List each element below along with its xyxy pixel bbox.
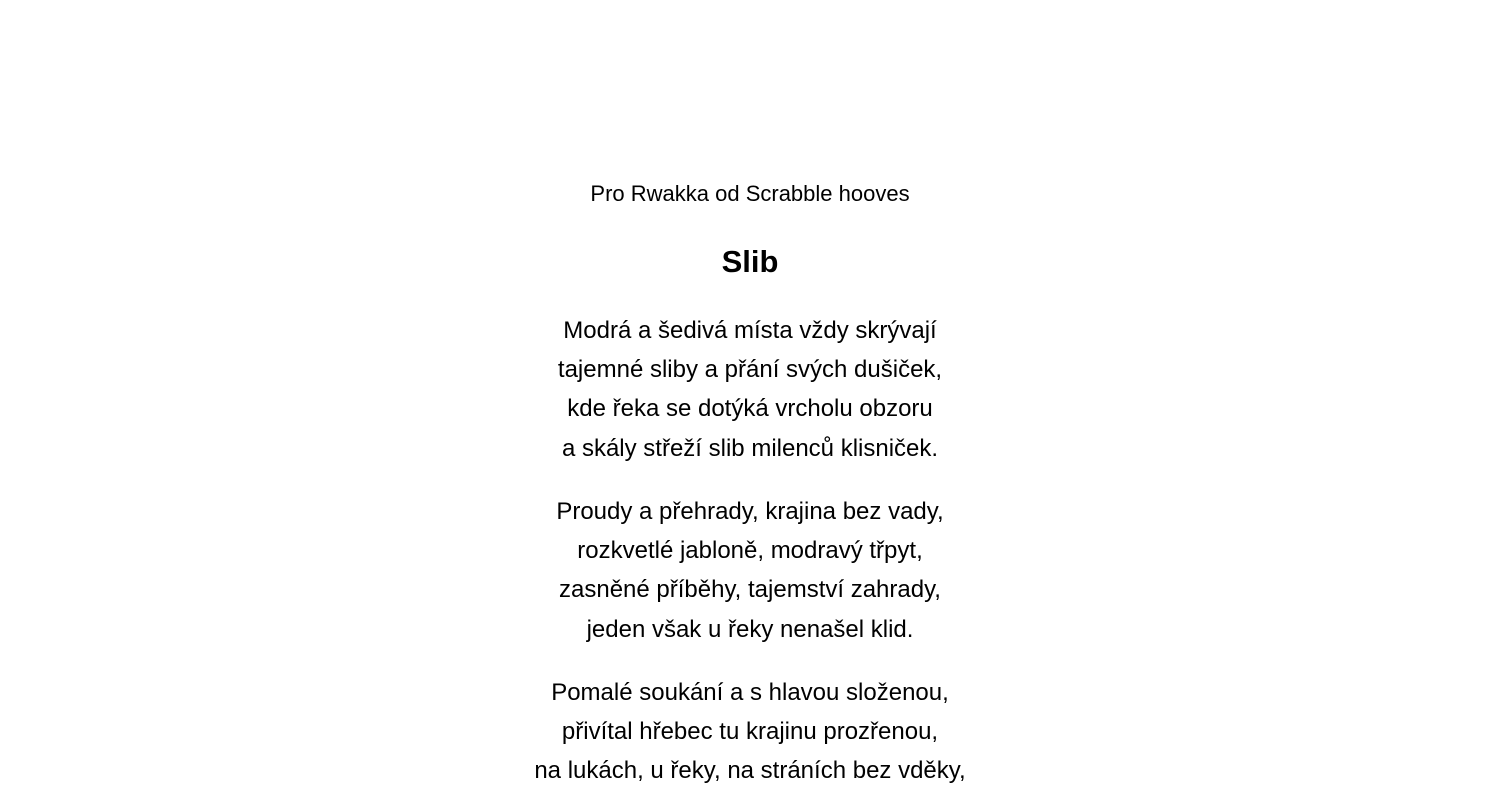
stanza-3 — [0, 673, 1500, 791]
poem-line: jeden však u řeky nenašel klid. — [586, 615, 914, 643]
poem-line: Pomalé soukání a s hlavou složenou, — [551, 679, 949, 706]
poem-line: přivítal hřebec tu krajinu prozřenou, — [561, 718, 939, 746]
poem-line: rozkvetlé jabloně, modravý třpyt, — [577, 537, 923, 565]
poem-title: Slib — [721, 244, 779, 279]
poem-line: tajemné sliby a přání svých dušiček, — [557, 356, 943, 384]
poem-line: kde řeka se dotýká vrcholu obzoru — [567, 395, 933, 423]
poem-line: a skály střeží slib milenců klisniček. — [561, 434, 939, 462]
dedication-line: Pro Rwakka od Scrabble hooves — [590, 181, 910, 206]
poem-line: Proudy a přehrady, krajina bez vady, — [556, 498, 944, 525]
poem-line: zasněné příběhy, tajemství zahrady, — [559, 576, 941, 604]
stanza-2 — [0, 492, 1500, 649]
poem-line: Modrá a šedivá místa vždy skrývají — [563, 317, 937, 344]
poem-line: na lukách, u řeky, na stráních bez vděky, — [534, 757, 966, 785]
stanza-1 — [0, 311, 1500, 468]
